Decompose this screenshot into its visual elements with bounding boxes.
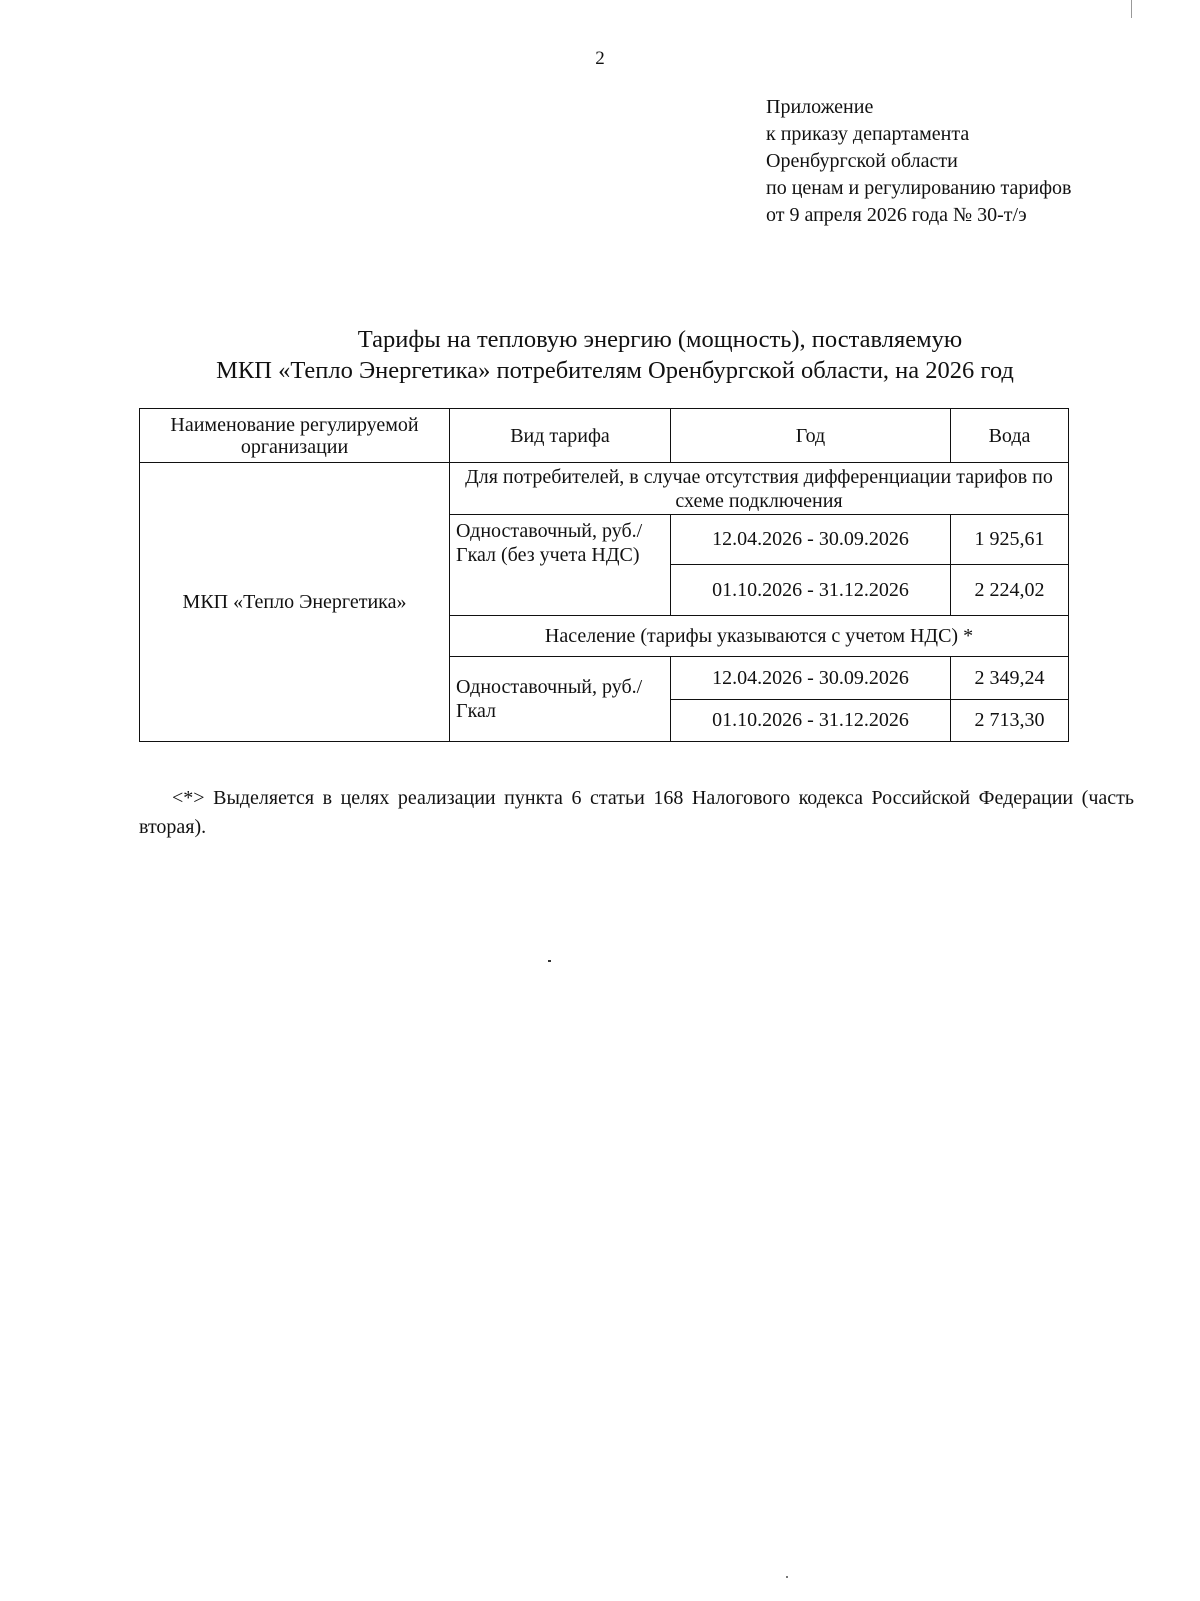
appendix-line: по ценам и регулированию тарифов <box>766 177 1072 199</box>
organization-name: МКП «Тепло Энергетика» <box>140 463 450 742</box>
period-cell: 12.04.2026 - 30.09.2026 <box>671 657 951 700</box>
value-cell: 2 349,24 <box>951 657 1069 700</box>
header-tariff-kind: Вид тарифа <box>450 409 671 463</box>
header-water: Вода <box>951 409 1069 463</box>
document-title <box>0 324 1200 386</box>
header-year: Год <box>671 409 951 463</box>
section-title: Для потребителей, в случае отсутствия дифференциации тарифов по схеме подключения <box>450 463 1069 515</box>
value-cell: 1 925,61 <box>951 515 1069 565</box>
header-organization: Наименование регулируемой организации <box>140 409 450 463</box>
table-header-row <box>140 409 1069 463</box>
footnote: <*> Выделяется в целях реализации пункта 6 статьи 168 Налогового кодекса Российской Федерации (часть вторая). <box>139 787 1134 838</box>
appendix-block <box>766 94 1071 229</box>
period-cell: 01.10.2026 - 31.12.2026 <box>671 565 951 616</box>
tariff-kind: Одноставочный, руб./Гкал <box>450 657 671 742</box>
scan-artifact <box>548 960 551 962</box>
scan-edge-mark <box>1131 0 1132 18</box>
tariff-table <box>139 408 1069 742</box>
appendix-line: Оренбургской области <box>766 150 958 172</box>
scan-artifact <box>786 1576 788 1578</box>
appendix-line: к приказу департамента <box>766 123 970 145</box>
period-cell: 12.04.2026 - 30.09.2026 <box>671 515 951 565</box>
value-cell: 2 713,30 <box>951 700 1069 742</box>
appendix-line: Приложение <box>766 96 874 118</box>
value-cell: 2 224,02 <box>951 565 1069 616</box>
title-line-2: МКП «Тепло Энергетика» потребителям Оренбургской области, на 2026 год <box>216 357 1014 384</box>
section-row <box>140 463 1069 515</box>
appendix-line: от 9 апреля 2026 года № 30-т/э <box>766 204 1027 226</box>
period-cell: 01.10.2026 - 31.12.2026 <box>671 700 951 742</box>
page-number: 2 <box>595 48 605 69</box>
tariff-kind: Одноставочный, руб./Гкал (без учета НДС) <box>450 515 671 616</box>
section-title: Население (тарифы указываются с учетом НДС) * <box>450 616 1069 657</box>
title-line-1: Тарифы на тепловую энергию (мощность), поставляемую <box>357 326 963 353</box>
